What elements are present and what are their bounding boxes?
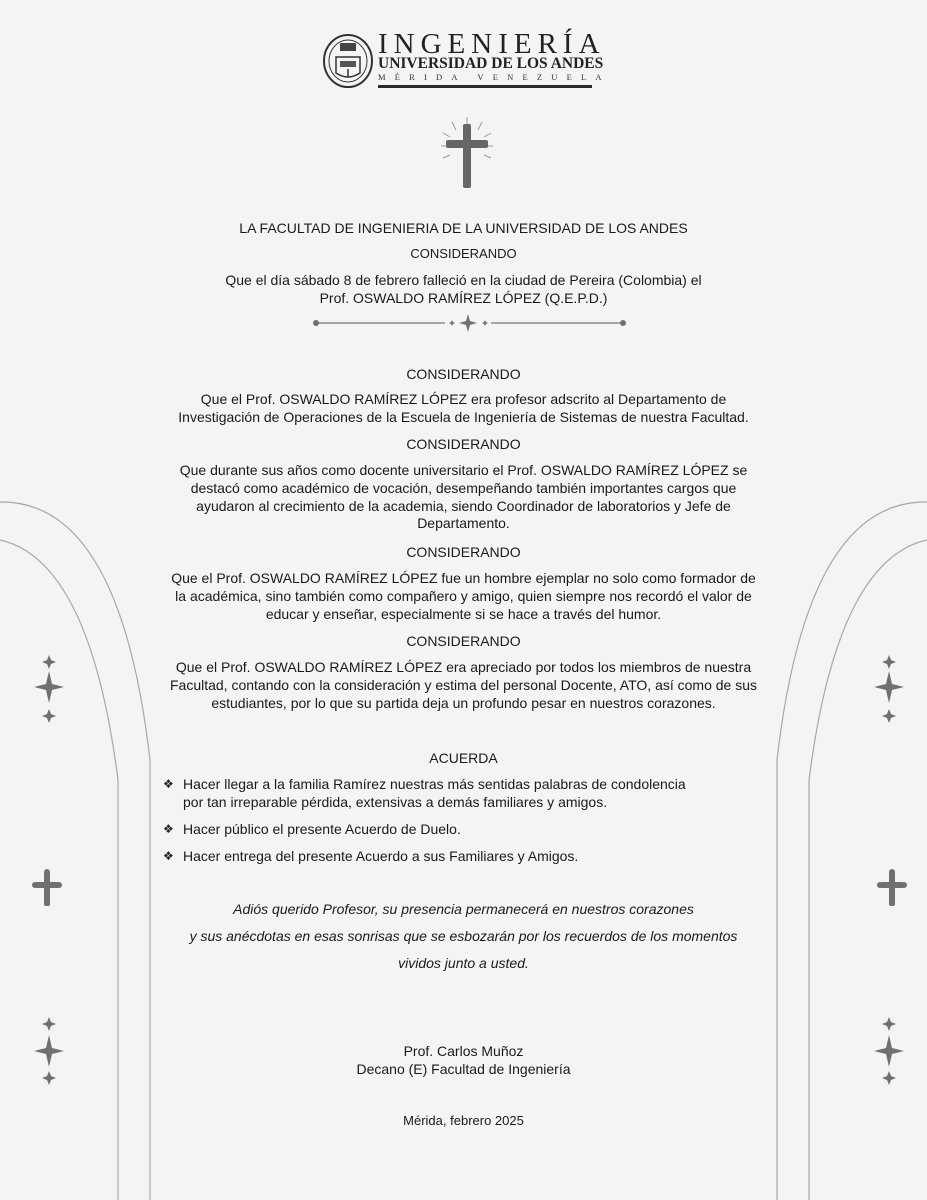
paragraph-line: Facultad, contando con la consideración y estima del personal Docente, ATO, así como de sus [169,676,758,693]
university-seal-icon [322,33,374,89]
intro-line: Que el día sábado 8 de febrero falleció en la ciudad de Pereira (Colombia) el [225,272,702,288]
paragraph-line: Que durante sus años como docente universitario el Prof. OSWALDO RAMÍREZ LÓPEZ se [179,462,748,478]
paragraph-line: ayudaron al crecimiento de la academia, siendo Coordinador de laboratorios y Jefe de [196,497,731,514]
paragraph-line: destacó como académico de vocación, desempeñando también importantes cargos que [190,479,737,496]
list-item-line: Hacer público el presente Acuerdo de Duelo. [183,821,461,837]
logo-subtitle: UNIVERSIDAD DE LOS ANDES [378,55,604,72]
considerando-heading: CONSIDERANDO [410,246,517,261]
deceased-name: Prof. OSWALDO RAMÍREZ LÓPEZ (Q.E.P.D.) [319,289,608,306]
diamond-bullet-icon: ❖ [163,822,174,836]
farewell-line: y sus anécdotas en esas sonrisas que se esbozarán por los recuerdos de los momentos [189,928,738,944]
farewell-message [0,896,927,977]
signature-block [0,1043,927,1079]
list-item-line: Hacer entrega del presente Acuerdo a sus Familiares y Amigos. [183,848,579,864]
farewell-line: vividos junto a usted. [398,955,529,971]
considerando-paragraph [0,570,927,623]
paragraph-line: Que el Prof. OSWALDO RAMÍREZ LÓPEZ era profesor adscrito al Departamento de [200,391,727,407]
logo-place: MÉRIDA VENEZUELA [378,72,611,82]
considerando-heading: CONSIDERANDO [406,633,521,649]
logo-rule [378,85,592,88]
sparkle-icon [874,655,904,1085]
acuerda-heading: ACUERDA [429,750,498,766]
paragraph-line: Que el Prof. OSWALDO RAMÍREZ LÓPEZ era apreciado por todos los miembros de nuestra [175,659,752,675]
paragraph-line: Investigación de Operaciones de la Escuela de Ingeniería de Sistemas de nuestra Facultad. [178,408,749,425]
list-item [163,775,763,811]
diamond-bullet-icon: ❖ [163,849,174,863]
considerando-paragraph [0,659,927,712]
bullet-list [163,775,763,865]
cross-icon [441,117,493,188]
ornamental-divider [313,314,626,332]
page-title: LA FACULTAD DE INGENIERIA DE LA UNIVERSIDAD DE LOS ANDES [239,220,688,236]
list-item-line: por tan irreparable pérdida, extensivas a demás familiares y amigos. [183,794,608,810]
considerando-heading: CONSIDERANDO [406,366,521,382]
signature-name: Prof. Carlos Muñoz [403,1043,524,1059]
considerando-paragraph [0,391,927,427]
logo-title: INGENIERÍA [378,28,606,60]
list-item [163,820,763,838]
considerando-paragraph [0,462,927,533]
place-date: Mérida, febrero 2025 [403,1113,524,1128]
diamond-bullet-icon: ❖ [163,777,174,791]
paragraph-line: educar y enseñar, especialmente si se hace a través del humor. [265,605,662,622]
paragraph-line: estudiantes, por lo que su partida deja un profundo pesar en nuestros corazones. [211,694,716,711]
signature-title: Decano (E) Facultad de Ingeniería [356,1060,571,1077]
paragraph-line: Que el Prof. OSWALDO RAMÍREZ LÓPEZ fue un hombre ejemplar no solo como formador de [171,570,756,586]
paragraph-line: Departamento. [417,515,510,532]
intro-text [0,272,927,308]
list-item [163,847,763,865]
farewell-line: Adiós querido Profesor, su presencia permanecerá en nuestros corazones [233,901,694,917]
considerando-heading: CONSIDERANDO [406,544,521,560]
considerando-heading: CONSIDERANDO [406,436,521,452]
list-item-line: Hacer llegar a la familia Ramírez nuestras más sentidas palabras de condolencia [183,776,686,792]
paragraph-line: la académica, sino también como compañero y amigo, quien siempre nos recordó el valor de [175,587,752,604]
